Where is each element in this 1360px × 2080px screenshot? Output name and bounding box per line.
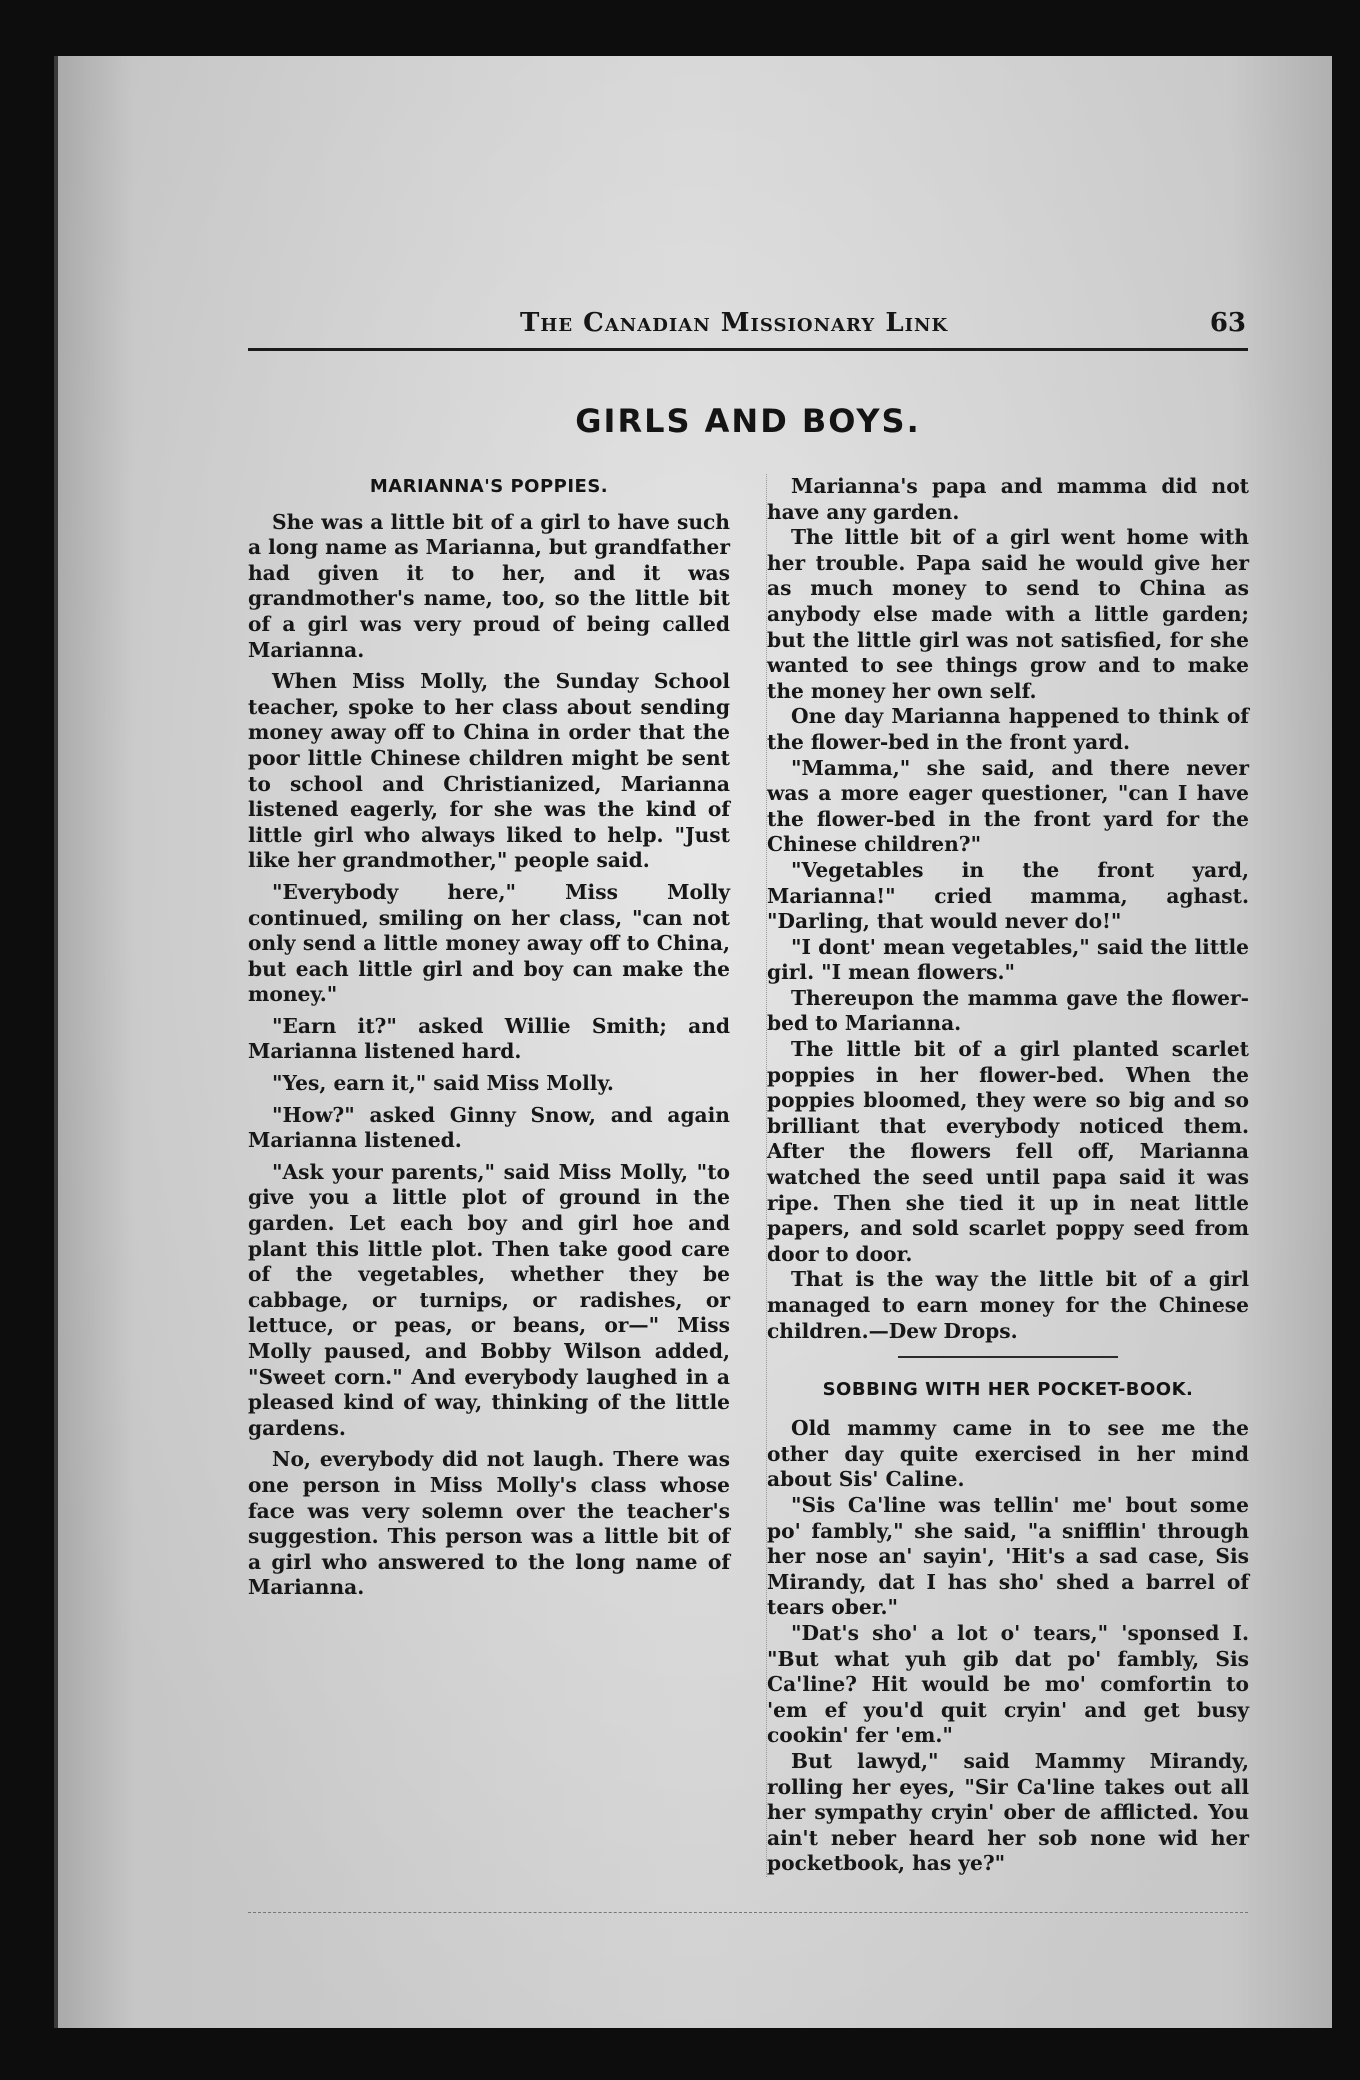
paragraph: The little bit of a girl went home with her trouble. Papa said he would give her as much money to send to China as anybody else made with a little garden; but the little girl was not satisfied, for she wanted to see things grow and to make the money her own self. xyxy=(767,525,1249,703)
right-column xyxy=(766,474,1249,1877)
article-title-sobbing: SOBBING WITH HER POCKET-BOOK. xyxy=(822,1379,1194,1401)
paragraph: "Everybody here," Miss Molly continued, smiling on her class, "can not only send a little money away off to China, but each little girl and boy can make the money." xyxy=(248,879,730,1007)
section-title: GIRLS AND BOYS. xyxy=(575,402,921,440)
scanned-page xyxy=(54,56,1332,2028)
paragraph: "Vegetables in the front yard, Marianna!" cried mamma, aghast. "Darling, that would never do!" xyxy=(767,857,1249,934)
page-body xyxy=(248,306,1248,1936)
paragraph: One day Marianna happened to think of the flower-bed in the front yard. xyxy=(767,704,1249,754)
paragraph: "Mamma," she said, and there never was a more eager questioner, "can I have the flower-bed in the front yard for the Chinese children?" xyxy=(767,755,1249,857)
paragraph: Marianna's papa and mamma did not have any garden. xyxy=(767,474,1249,524)
paragraph: No, everybody did not laugh. There was one person in Miss Molly's class whose face was very solemn over the teacher's suggestion. This person was a little bit of a girl who answered to the long name of Marianna. xyxy=(248,1447,730,1600)
paragraph: Old mammy came in to see me the other day quite exercised in her mind about Sis' Caline. xyxy=(767,1416,1249,1492)
paragraph: "Yes, earn it," said Miss Molly. xyxy=(272,1071,614,1096)
paragraph: "Earn it?" asked Willie Smith; and Marianna listened hard. xyxy=(248,1013,730,1064)
article-divider xyxy=(898,1356,1118,1358)
paragraph: The little bit of a girl planted scarlet poppies in her flower-bed. When the poppies bloomed, they were so big and so brilliant that everybody noticed them. After the flowers fell off, Marianna watched the seed until papa said it was ripe. Then she tied it up in neat little papers, and sold scarlet poppy seed from door to door. xyxy=(767,1037,1249,1266)
paragraph: She was a little bit of a girl to have such a long name as Marianna, but grandfather had given it to her, and it was grandmother's name, too, so the little bit of a girl was very proud of being called Marianna. xyxy=(248,509,730,662)
paragraph: "I dont' mean vegetables," said the little girl. "I mean flowers." xyxy=(767,934,1249,985)
paragraph: But lawyd," said Mammy Mirandy, rolling her eyes, "Sir Ca'line takes out all her sympathy cryin' ober de afflicted. You ain't neber heard her sob none wid her pocketbook, has ye?" xyxy=(767,1748,1249,1876)
paragraph: "Sis Ca'line was tellin' me' bout some po' fambly," she said, "a snifflin' through her nose an' sayin', 'Hit's a sad case, Sis Mirandy, dat I has sho' shed a barrel of tears ober." xyxy=(767,1492,1249,1620)
article-title-mariannas-poppies: MARIANNA'S POPPIES. xyxy=(369,476,609,497)
paragraph: That is the way the little bit of a girl managed to earn money for the Chinese children.—Dew Drops. xyxy=(767,1267,1249,1343)
paragraph: "How?" asked Ginny Snow, and again Marianna listened. xyxy=(248,1102,730,1153)
paragraph: "Dat's sho' a lot o' tears," 'sponsed I. "But what yuh gib dat po' fambly, Sis Ca'line? Hit would be mo' comfortin to 'em ef you'd quit cryin' and get busy cookin' fer 'em." xyxy=(767,1620,1249,1748)
left-column xyxy=(248,474,730,1607)
journal-title: The Canadian Missionary Link xyxy=(520,308,949,338)
paragraph: When Miss Molly, the Sunday School teacher, spoke to her class about sending money away off to China in order that the poor little Chinese children might be sent to school and Christianized, Marianna listened eagerly, for she was the kind of little girl who always liked to help. "Just like her grandmother," people said. xyxy=(248,669,730,873)
running-header xyxy=(248,306,1248,351)
paragraph: Thereupon the mamma gave the flower-bed to Marianna. xyxy=(767,985,1249,1036)
bottom-border xyxy=(248,1912,1248,1913)
paragraph: "Ask your parents," said Miss Molly, "to give you a little plot of ground in the garden. Let each boy and girl hoe and plant this little plot. Then take good care of the vegetables, whether they be cabbage, or turnips, or radishes, or lettuce, or peas, or beans, or—" Miss Molly paused, and Bobby Wilson added, "Sweet corn." And everybody laughed in a pleased kind of way, thinking of the little gardens. xyxy=(248,1159,730,1440)
page-number: 63 xyxy=(1209,308,1246,338)
